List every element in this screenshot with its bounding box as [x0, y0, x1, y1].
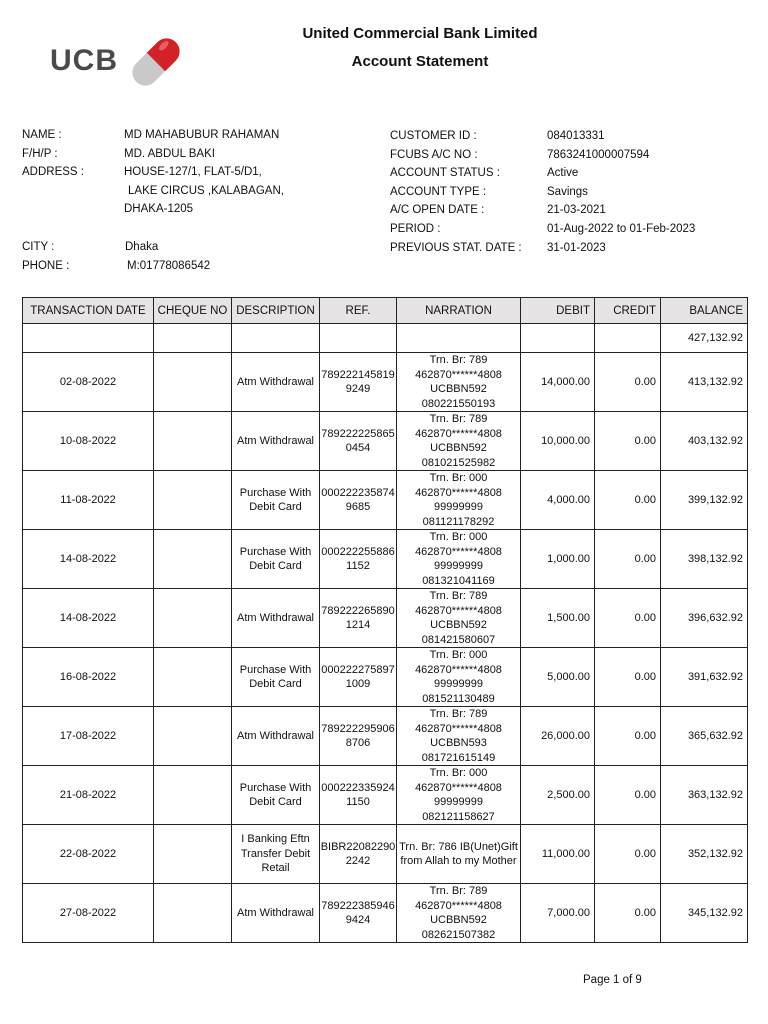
cell-debit: 26,000.00	[521, 707, 595, 766]
ucb-logo	[18, 26, 200, 102]
cell-ref-line: 1214	[345, 619, 371, 631]
column-header-date: TRANSACTION DATE	[23, 298, 154, 324]
cell-date: 16-08-2022	[23, 648, 154, 707]
cell-narration-line: 462870******4808	[415, 486, 502, 499]
open-date-label: A/C OPEN DATE :	[390, 204, 485, 217]
cell-narration-line: Trn. Br: 789	[429, 354, 488, 366]
cell-narration	[397, 412, 521, 471]
fcubs-label: FCUBS A/C NO :	[390, 148, 478, 161]
logo-text: UCB	[50, 44, 118, 77]
cell-credit: 0.00	[595, 530, 661, 589]
cell-credit: 0.00	[595, 353, 661, 412]
opening-balance: 427,132.92	[661, 324, 748, 353]
cell-description-line: Atm Withdrawal	[236, 906, 315, 919]
cell-narration-line: Trn. Br: 789	[429, 590, 488, 602]
cell-cheque	[154, 825, 232, 884]
cell-narration-line: Trn. Br: 000	[429, 767, 488, 779]
cell-balance: 398,132.92	[661, 530, 748, 589]
column-header-cheque: CHEQUE NO	[154, 298, 232, 324]
cell-ref-line: 789222295906	[321, 722, 395, 735]
table-row	[23, 530, 748, 589]
transactions-table	[22, 297, 748, 943]
cell-ref	[320, 707, 397, 766]
cell-description-line: Debit Card	[249, 796, 302, 808]
cell-narration-line: 462870******4808	[415, 781, 502, 794]
cell-cheque	[154, 589, 232, 648]
cell-description-line: Atm Withdrawal	[236, 375, 315, 388]
cell-balance: 399,132.92	[661, 471, 748, 530]
cell-description	[232, 884, 320, 943]
cell-narration-line: 081021525982	[421, 456, 496, 469]
cell-narration-line: 462870******4808	[415, 604, 502, 617]
cell-date: 14-08-2022	[23, 589, 154, 648]
cell-balance: 345,132.92	[661, 884, 748, 943]
cell-description-line: Atm Withdrawal	[236, 611, 315, 624]
cell-description-line: Transfer Debit	[240, 847, 311, 860]
cell-narration-line: 082621507382	[421, 928, 496, 941]
cell-narration-line: 081321041169	[422, 574, 495, 587]
city-label: CITY :	[22, 241, 55, 253]
cell-ref	[320, 530, 397, 589]
cell-balance: 363,132.92	[661, 766, 748, 825]
cell-narration-line: 080221550193	[421, 397, 496, 410]
phone-value: M:01778086542	[127, 259, 211, 272]
cell-narration-line: Trn. Br: 000	[429, 531, 488, 543]
cell-date: 17-08-2022	[23, 707, 154, 766]
cell-narration-line: 99999999	[434, 678, 483, 690]
cell-date: 27-08-2022	[23, 884, 154, 943]
cell-credit: 0.00	[595, 884, 661, 943]
table-row	[23, 825, 748, 884]
cell-description	[232, 766, 320, 825]
cell-ref-line: 9424	[345, 914, 371, 926]
cell-ref	[320, 471, 397, 530]
cell-description	[232, 707, 320, 766]
customer-info	[22, 126, 284, 220]
cell-ref-line: 8706	[345, 737, 371, 749]
cell-narration	[397, 825, 521, 884]
phone-label: PHONE :	[22, 259, 70, 272]
cell-ref-line: 789222385946	[321, 899, 395, 912]
cell-description	[232, 353, 320, 412]
cell-narration-line: 462870******4808	[415, 545, 502, 558]
cell-ref	[320, 825, 397, 884]
table-row	[23, 707, 748, 766]
table-row	[23, 884, 748, 943]
cell-ref-line: 0454	[345, 442, 371, 454]
cell-debit: 11,000.00	[521, 825, 595, 884]
cell-balance: 352,132.92	[661, 825, 748, 884]
cell-narration	[397, 884, 521, 943]
cell-description	[232, 412, 320, 471]
customer-name: MD MAHABUBUR RAHAMAN	[124, 129, 280, 141]
contact-info	[22, 238, 210, 275]
cell-description-line: I Banking Eftn	[241, 833, 310, 846]
cell-debit: 1,000.00	[521, 530, 595, 589]
bank-name: United Commercial Bank Limited	[302, 25, 538, 42]
cell-narration-line: 462870******4808	[415, 722, 502, 735]
cell-description-line: Purchase With	[239, 486, 312, 499]
account-type-label: ACCOUNT TYPE :	[390, 185, 487, 198]
cell-narration-line: 081521130489	[422, 692, 495, 705]
cell-ref-line: 1152	[346, 560, 370, 572]
cell-ref	[320, 353, 397, 412]
cell-date: 22-08-2022	[23, 825, 154, 884]
cell-debit: 2,500.00	[521, 766, 595, 825]
column-header-ref: REF.	[320, 298, 397, 324]
table-row	[23, 471, 748, 530]
table-row	[23, 353, 748, 412]
cell-debit: 1,500.00	[521, 589, 595, 648]
cell-date: 21-08-2022	[23, 766, 154, 825]
open-date-value: 21-03-2021	[547, 204, 606, 217]
fhp-label: F/H/P :	[22, 147, 58, 160]
cell-ref-line: 9685	[345, 501, 371, 513]
column-header-credit: CREDIT	[595, 298, 661, 324]
cell-narration	[397, 471, 521, 530]
account-info	[390, 127, 695, 257]
address-line-3: DHAKA-1205	[124, 203, 194, 216]
cell-cheque	[154, 766, 232, 825]
cell-credit: 0.00	[595, 412, 661, 471]
cell-description-line: Purchase With	[239, 545, 312, 558]
cell-balance: 413,132.92	[661, 353, 748, 412]
cell-debit: 10,000.00	[521, 412, 595, 471]
cell-ref-line: 1150	[346, 796, 370, 808]
cell-balance: 391,632.92	[661, 648, 748, 707]
cell-ref-line: 789222265890	[321, 604, 395, 617]
cell-ref-line: 000222335924	[321, 781, 395, 794]
account-status-value: Active	[547, 167, 579, 180]
capsule-logo-icon	[126, 32, 186, 92]
cell-ref-line: BIBR22082290	[320, 840, 396, 853]
cell-description-line: Debit Card	[249, 501, 302, 513]
cell-description-line: Purchase With	[239, 781, 312, 794]
cell-credit: 0.00	[595, 589, 661, 648]
fhp-value: MD. ABDUL BAKI	[124, 147, 215, 160]
cell-narration	[397, 530, 521, 589]
cell-ref	[320, 884, 397, 943]
cell-narration-line: 99999999	[434, 560, 483, 572]
page-number: Page 1 of 9	[583, 974, 642, 986]
cell-narration-line: Trn. Br: 000	[429, 472, 488, 484]
cell-narration-line: UCBBN593	[430, 737, 487, 749]
account-type-value: Savings	[547, 185, 588, 198]
cell-narration-line: UCBBN592	[430, 442, 487, 454]
cell-ref	[320, 766, 397, 825]
cell-narration-line: 081121178292	[422, 515, 495, 528]
city-value: Dhaka	[125, 241, 159, 253]
cell-description	[232, 530, 320, 589]
cell-ref-line: 2242	[345, 855, 371, 867]
cell-narration-line: 081721615149	[421, 751, 496, 764]
cell-credit: 0.00	[595, 825, 661, 884]
cell-credit: 0.00	[595, 766, 661, 825]
cell-ref	[320, 412, 397, 471]
cell-cheque	[154, 530, 232, 589]
cell-ref-line: 000222235874	[321, 486, 395, 499]
cell-description-line: Atm Withdrawal	[236, 434, 315, 447]
cell-narration	[397, 766, 521, 825]
cell-description	[232, 471, 320, 530]
period-label: PERIOD :	[390, 222, 441, 235]
cell-cheque	[154, 412, 232, 471]
column-header-description: DESCRIPTION	[232, 298, 320, 324]
cell-credit: 0.00	[595, 707, 661, 766]
cell-narration-line: Trn. Br: 789	[429, 885, 488, 897]
column-header-balance: BALANCE	[661, 298, 748, 324]
cell-narration-line: Trn. Br: 789	[429, 708, 488, 720]
cell-date: 14-08-2022	[23, 530, 154, 589]
cell-narration-line: UCBBN592	[430, 619, 487, 631]
cell-description-line: Debit Card	[249, 678, 302, 690]
cell-debit: 5,000.00	[521, 648, 595, 707]
cell-date: 02-08-2022	[23, 353, 154, 412]
cell-narration	[397, 589, 521, 648]
prev-stat-date-value: 31-01-2023	[547, 241, 606, 254]
address-line-2: LAKE CIRCUS ,KALABAGAN,	[128, 184, 284, 197]
cell-ref-line: 789222145819	[321, 368, 395, 381]
cell-balance: 396,632.92	[661, 589, 748, 648]
cell-ref-line: 000222275897	[321, 663, 395, 676]
cell-narration-line: UCBBN592	[430, 914, 487, 926]
address-line-1: HOUSE-127/1, FLAT-5/D1,	[124, 166, 262, 179]
table-header-row	[23, 298, 748, 324]
cell-narration-line: Trn. Br: 000	[429, 649, 488, 661]
cell-narration-line: 99999999	[434, 796, 483, 808]
fcubs-value: 7863241000007594	[547, 148, 650, 161]
cell-narration	[397, 353, 521, 412]
cell-balance: 403,132.92	[661, 412, 748, 471]
cell-cheque	[154, 471, 232, 530]
cell-ref-line: 1009	[345, 678, 371, 690]
cell-narration-line: 462870******4808	[415, 899, 502, 912]
cell-ref	[320, 589, 397, 648]
cell-description	[232, 648, 320, 707]
table-row	[23, 766, 748, 825]
customer-id-value: 084013331	[547, 130, 605, 142]
cell-ref-line: 9249	[345, 383, 371, 395]
opening-balance-row	[23, 324, 748, 353]
cell-date: 10-08-2022	[23, 412, 154, 471]
cell-debit: 7,000.00	[521, 884, 595, 943]
cell-narration-line: 99999999	[434, 501, 483, 513]
cell-cheque	[154, 648, 232, 707]
cell-cheque	[154, 707, 232, 766]
cell-description-line: Debit Card	[249, 560, 302, 572]
cell-narration-line: Trn. Br: 786 IB(Unet)Gift	[399, 840, 518, 853]
cell-ref-line: 000222255886	[321, 545, 395, 558]
cell-description-line: Atm Withdrawal	[236, 729, 315, 742]
cell-narration-line: from Allah to my Mother	[400, 855, 517, 867]
cell-description-line: Retail	[261, 862, 290, 875]
cell-debit: 14,000.00	[521, 353, 595, 412]
column-header-narration: NARRATION	[397, 298, 521, 324]
table-row	[23, 412, 748, 471]
cell-narration-line: 462870******4808	[415, 663, 502, 676]
cell-description	[232, 589, 320, 648]
cell-date: 11-08-2022	[23, 471, 154, 530]
name-label: NAME :	[22, 129, 62, 141]
cell-credit: 0.00	[595, 648, 661, 707]
cell-narration-line: Trn. Br: 789	[429, 413, 488, 425]
address-label: ADDRESS :	[22, 166, 84, 179]
cell-narration-line: 462870******4808	[415, 427, 502, 440]
cell-narration-line: 462870******4808	[415, 368, 502, 381]
statement-title: Account Statement	[351, 53, 489, 70]
cell-credit: 0.00	[595, 471, 661, 530]
cell-debit: 4,000.00	[521, 471, 595, 530]
table-row	[23, 589, 748, 648]
cell-narration	[397, 707, 521, 766]
cell-narration	[397, 648, 521, 707]
cell-description-line: Purchase With	[239, 663, 312, 676]
cell-description	[232, 825, 320, 884]
column-header-debit: DEBIT	[521, 298, 595, 324]
cell-ref-line: 789222225865	[321, 427, 395, 440]
table-row	[23, 648, 748, 707]
customer-id-label: CUSTOMER ID :	[390, 130, 477, 142]
cell-cheque	[154, 884, 232, 943]
cell-balance: 365,632.92	[661, 707, 748, 766]
prev-stat-date-label: PREVIOUS STAT. DATE :	[390, 241, 522, 254]
period-value: 01-Aug-2022 to 01-Feb-2023	[547, 222, 696, 235]
cell-narration-line: UCBBN592	[430, 383, 487, 395]
cell-ref	[320, 648, 397, 707]
cell-cheque	[154, 353, 232, 412]
cell-narration-line: 081421580607	[421, 633, 496, 646]
account-status-label: ACCOUNT STATUS :	[390, 167, 500, 180]
cell-narration-line: 082121158627	[422, 810, 495, 823]
